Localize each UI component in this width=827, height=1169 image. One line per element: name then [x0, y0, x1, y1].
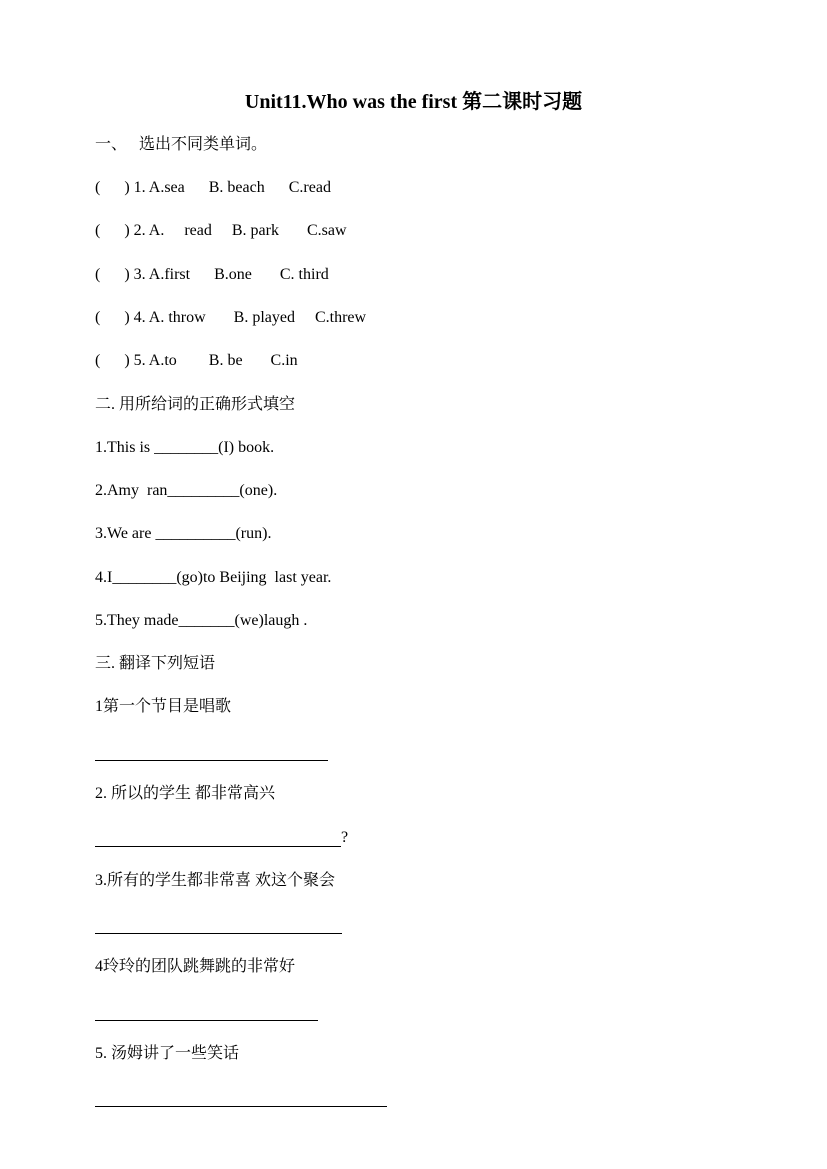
- section1-item-3: ( ) 3. A.first B.one C. third: [95, 266, 329, 283]
- section1-item-1: ( ) 1. A.sea B. beach C.read: [95, 179, 331, 196]
- answer-line-3: [95, 933, 342, 934]
- answer-line-4: [95, 1020, 318, 1021]
- section3-prompt-2: 2. 所以的学生 都非常高兴: [95, 785, 276, 802]
- answer-line-1: [95, 760, 328, 761]
- section1-item-2: ( ) 2. A. read B. park C.saw: [95, 222, 347, 239]
- page-title: Unit11.Who was the first 第二课时习题: [244, 91, 583, 113]
- section3-heading: 三. 翻译下列短语: [95, 655, 216, 672]
- section2-item-4: 4.I________(go)to Beijing last year.: [95, 569, 332, 586]
- section1-heading: 一、 选出不同类单词。: [95, 136, 268, 153]
- section2-heading: 二. 用所给词的正确形式填空: [95, 396, 296, 413]
- section2-item-3: 3.We are __________(run).: [95, 525, 272, 542]
- section2-item-1: 1.This is ________(I) book.: [95, 439, 275, 456]
- section3-prompt-3: 3.所有的学生都非常喜 欢这个聚会: [95, 872, 336, 889]
- section1-item-4: ( ) 4. A. throw B. played C.threw: [95, 309, 367, 326]
- answer-suffix-2: ?: [341, 829, 349, 846]
- answer-line-5: [95, 1106, 387, 1107]
- section3-prompt-1: 1第一个节目是唱歌: [95, 698, 232, 715]
- answer-line-2: [95, 846, 341, 847]
- section1-item-5: ( ) 5. A.to B. be C.in: [95, 352, 298, 369]
- section3-prompt-4: 4玲玲的团队跳舞跳的非常好: [95, 958, 296, 975]
- section3-prompt-5: 5. 汤姆讲了一些笑话: [95, 1045, 240, 1062]
- section2-item-5: 5.They made_______(we)laugh .: [95, 612, 308, 629]
- section2-item-2: 2.Amy ran_________(one).: [95, 482, 278, 499]
